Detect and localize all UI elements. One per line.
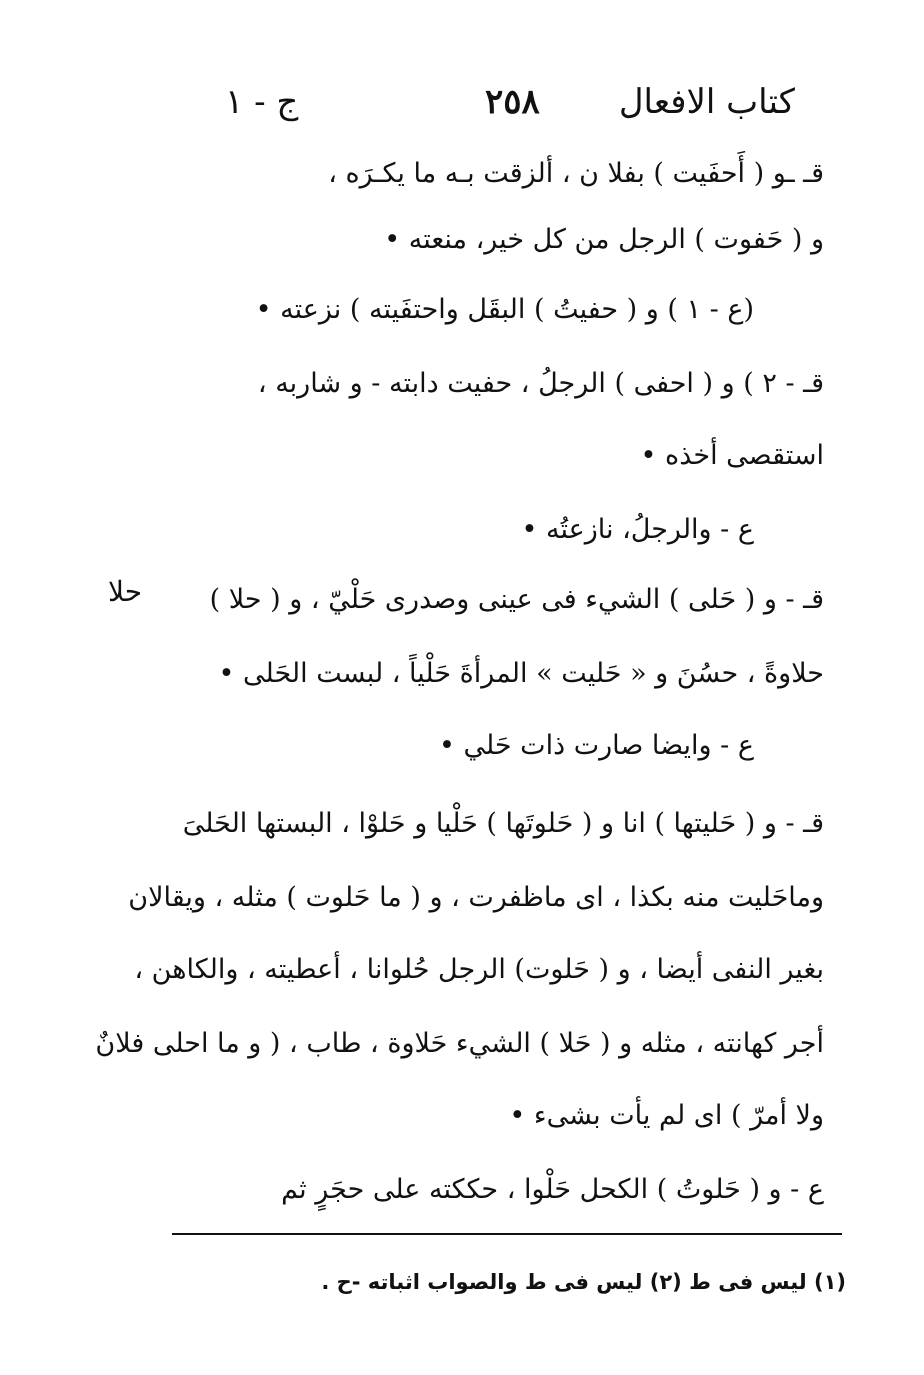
margin-note: حلا [108,575,143,608]
text-line: استقصى أخذه • [640,440,824,471]
text-line: بغير النفى أيضا ، و ( حَلوت) الرجل حُلوانا ، أعطيته ، والكاهن ، [134,954,824,985]
text-line: ع - و ( حَلوتُ ) الكحل حَلْوا ، حككته على حجَرٍ ثم [281,1174,824,1205]
text-line: (ع - ١ ) و ( حفيتُ ) البقَل واحتفَيته ) نزعته • [255,294,754,325]
text-line: وماحَليت منه بكذا ، اى ماظفرت ، و ( ما حَلوت ) مثله ، ويقالان [128,882,824,913]
text-line: حلاوةً ، حسُنَ و « حَليت » المرأةَ حَلْياً ، لبست الحَلى • [218,658,824,689]
text-line: ع - والرجلُ، نازعتُه • [521,514,754,545]
text-line: قـ - و ( حَليتها ) انا و ( حَلوتَها ) حَلْيا و حَلوْا ، البستها الحَلىَ [182,808,824,839]
text-line: ولا أمرّ ) اى لم يأت بشىء • [509,1100,824,1131]
text-line: و ( حَفوت ) الرجل من كل خير، منعته • [384,224,824,255]
footnote: (١) ليس فى ط (٢) ليس فى ط والصواب اثباته -ح . [321,1270,846,1294]
page-number: ٢٥٨ [485,82,540,122]
text-line: قـ - و ( حَلى ) الشيء فى عينى وصدرى حَلْيّ ، و ( حلا ) [209,584,824,615]
text-line: ع - وايضا صارت ذات حَلي • [438,730,754,761]
footnote-divider [172,1233,842,1235]
text-line: أجر كهانته ، مثله و ( حَلا ) الشيء حَلاوة ، طاب ، ( و ما احلى فلانٌ [95,1028,824,1059]
volume-label: ج - ١ [225,82,299,122]
text-line: قـ - ٢ ) و ( احفى ) الرجلُ ، حفيت دابته - و شاربه ، [257,368,824,399]
book-title: كتاب الافعال [618,82,795,122]
page-header [215,72,795,132]
text-line: قـ ـو ( أَحفَيت ) بفلا ن ، ألزقت بـه ما يكـرَه ، [328,158,824,189]
